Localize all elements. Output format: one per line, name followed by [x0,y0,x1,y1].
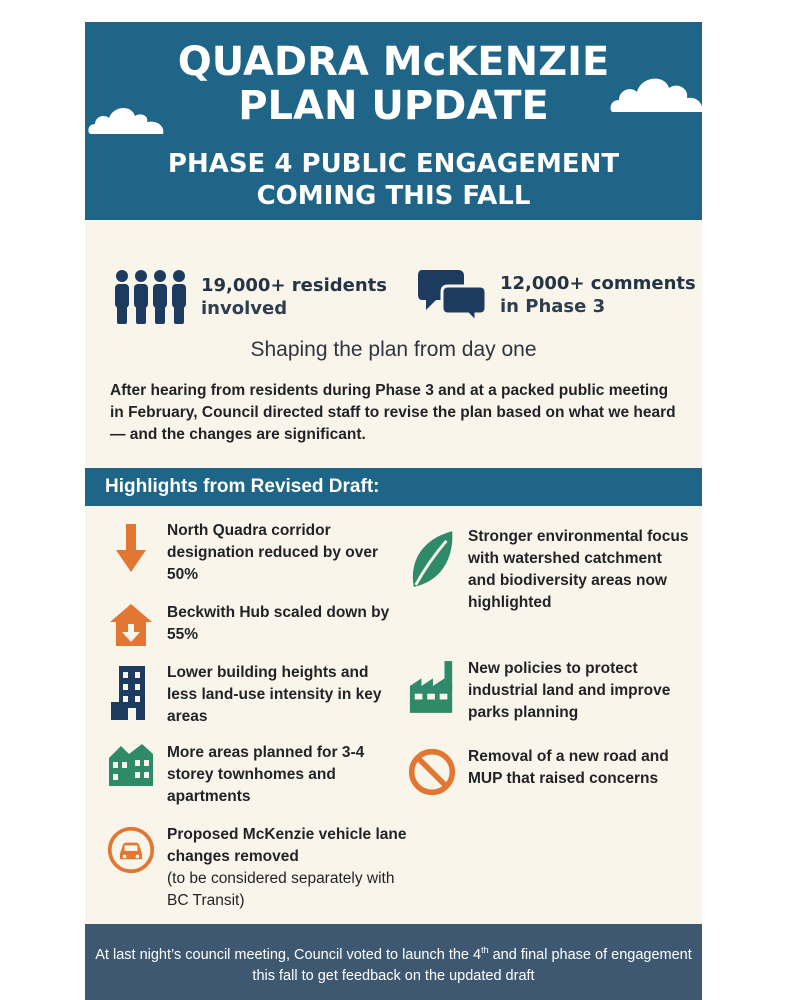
house-down-icon [108,602,154,648]
infographic-poster [85,22,702,1000]
chat-bubbles-icon [418,266,488,324]
stat-residents-label: involved [201,298,288,319]
footer-text-after: and final phase of engagement this fall to get feedback on the updated draft [252,946,692,984]
highlight-left-3 [107,662,397,728]
title-line-2: PLAN UPDATE [238,83,549,129]
highlight-left-5 [107,824,407,912]
stat-comments [418,266,696,324]
highlight-left-5-text [167,824,407,912]
stat-residents [113,268,387,326]
subtitle-line-1: PHASE 4 PUBLIC ENGAGEMENT [167,149,620,179]
factory-icon [408,658,456,716]
stat-comments-value: 12,000+ comments [500,273,696,294]
highlight-left-5-main: Proposed McKenzie vehicle lane changes removed [167,826,407,865]
highlight-left-3-text: Lower building heights and less land-use intensity in key areas [167,664,382,725]
stat-comments-label: in Phase 3 [500,296,606,317]
highlight-right-2 [408,658,693,724]
highlight-left-2 [107,602,397,648]
leaf-icon [408,526,456,592]
stat-residents-text [201,274,387,320]
stat-comments-text [500,272,696,318]
highlights-heading: Highlights from Revised Draft: [85,468,702,506]
people-icon [113,268,189,326]
page-title [85,40,702,128]
title-line-1: QUADRA McKENZIE [177,39,610,85]
highlight-right-3 [408,746,693,798]
subtitle-line-2: COMING THIS FALL [256,181,531,211]
tagline: Shaping the plan from day one [250,338,537,361]
footer-sup: th [481,945,489,955]
highlight-right-1-text: Stronger environmental focus with watershed catchment and biodiversity areas now highlighted [468,528,689,611]
highlight-right-1 [408,526,693,614]
highlight-left-5-note: (to be considered separately with BC Transit) [167,870,395,909]
header-banner [85,22,702,220]
highlight-left-2-text: Beckwith Hub scaled down by 55% [167,604,390,643]
townhomes-icon [107,742,155,788]
highlight-left-1-text: North Quadra corridor designation reduced by over 50% [167,522,379,583]
subtitle [85,148,702,212]
highlight-left-4-text: More areas planned for 3-4 storey townhomes and apartments [167,744,365,805]
highlight-left-1 [107,520,397,586]
car-icon [107,824,155,876]
footer-text-before: At last night’s council meeting, Council voted to launch the 4 [95,946,482,963]
stat-residents-value: 19,000+ residents [201,275,388,296]
building-icon [111,662,151,722]
highlight-right-2-text: New policies to protect industrial land and improve parks planning [468,660,671,721]
highlight-right-3-text: Removal of a new road and MUP that raised concerns [468,748,669,787]
highlight-left-4 [107,742,397,808]
footer-banner [85,924,702,1000]
down-arrow-icon [114,520,148,574]
no-symbol-icon [408,746,456,798]
intro-paragraph: After hearing from residents during Phase 3 and at a packed public meeting in February, Council directed staff to revise the plan based on what we heard — and the changes are significant. [110,382,676,443]
